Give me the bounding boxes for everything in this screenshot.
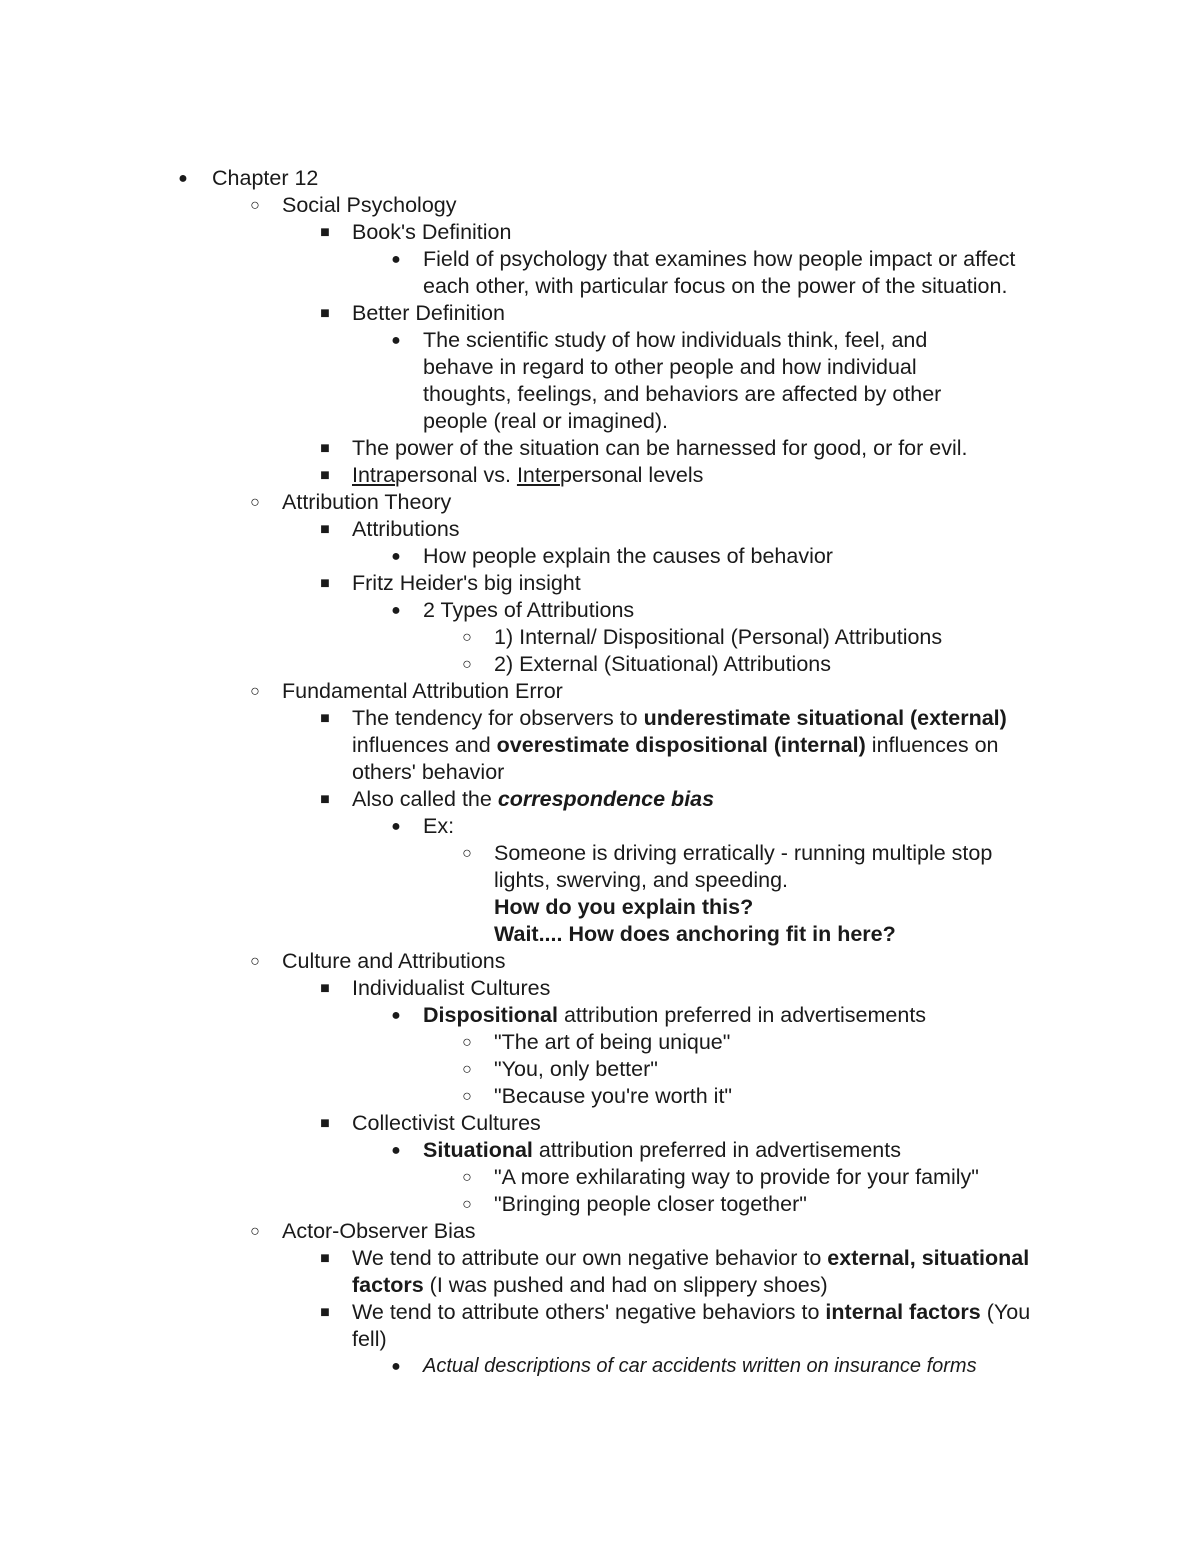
square-bullet-icon: ■ bbox=[320, 224, 330, 241]
outline-item-personal-levels: ■ Intrapersonal vs. Interpersonal levels bbox=[0, 462, 1200, 489]
outline-item-driving-example: ○ Someone is driving erratically - running multiple stop lights, swerving, and speeding. How do you explain this? Wait.... How does anchoring fit in here? bbox=[0, 840, 1200, 948]
filled-circle-bullet-icon: ● bbox=[178, 170, 188, 187]
outline-item-slogan: ○ "You, only better" bbox=[0, 1056, 1200, 1083]
square-bullet-icon: ■ bbox=[320, 710, 330, 727]
outline-item-correspondence-bias: ■ Also called the correspondence bias bbox=[0, 786, 1200, 813]
hollow-circle-bullet-icon: ○ bbox=[462, 629, 472, 646]
outline-item-books-definition: ■ Book's Definition bbox=[0, 219, 1200, 246]
outline-item-chapter: ● Chapter 12 bbox=[0, 165, 1200, 192]
filled-circle-bullet-icon: ● bbox=[391, 818, 401, 835]
outline-item-others-behavior: ■ We tend to attribute others' negative behaviors to internal factors (You fell) bbox=[0, 1299, 1200, 1353]
outline-item-social-psychology: ○ Social Psychology bbox=[0, 192, 1200, 219]
outline-item-actor-observer-bias: ○ Actor-Observer Bias bbox=[0, 1218, 1200, 1245]
notes-document bbox=[0, 165, 1200, 1380]
outline-item-books-definition-text: ● Field of psychology that examines how people impact or affect each other, with particular focus on the power of the situation. bbox=[0, 246, 1200, 300]
outline-item-slogan: ○ "The art of being unique" bbox=[0, 1029, 1200, 1056]
square-bullet-icon: ■ bbox=[320, 521, 330, 538]
hollow-circle-bullet-icon: ○ bbox=[250, 1223, 260, 1240]
square-bullet-icon: ■ bbox=[320, 1115, 330, 1132]
outline-item-own-behavior: ■ We tend to attribute our own negative behavior to external, situational factors (I was pushed and had on slippery shoes) bbox=[0, 1245, 1200, 1299]
filled-circle-bullet-icon: ● bbox=[391, 1007, 401, 1024]
outline-item-slogan: ○ "Bringing people closer together" bbox=[0, 1191, 1200, 1218]
outline-item-heider-insight: ■ Fritz Heider's big insight bbox=[0, 570, 1200, 597]
outline-item-car-accidents: ● Actual descriptions of car accidents written on insurance forms bbox=[0, 1353, 1200, 1380]
outline-item-better-definition: ■ Better Definition bbox=[0, 300, 1200, 327]
hollow-circle-bullet-icon: ○ bbox=[462, 845, 472, 862]
outline-item-dispositional-ads: ● Dispositional attribution preferred in advertisements bbox=[0, 1002, 1200, 1029]
outline-item-example-label: ● Ex: bbox=[0, 813, 1200, 840]
hollow-circle-bullet-icon: ○ bbox=[250, 494, 260, 511]
hollow-circle-bullet-icon: ○ bbox=[462, 656, 472, 673]
outline-item-attribution-theory: ○ Attribution Theory bbox=[0, 489, 1200, 516]
outline-item-attributions: ■ Attributions bbox=[0, 516, 1200, 543]
outline-item-types-of-attributions: ● 2 Types of Attributions bbox=[0, 597, 1200, 624]
filled-circle-bullet-icon: ● bbox=[391, 332, 401, 349]
outline-item-slogan: ○ "Because you're worth it" bbox=[0, 1083, 1200, 1110]
square-bullet-icon: ■ bbox=[320, 791, 330, 808]
outline-item-better-definition-text: ● The scientific study of how individuals think, feel, and behave in regard to other people and how individual thoughts, feelings, and behaviors are affected by other people (real or imagined). bbox=[0, 327, 1200, 435]
hollow-circle-bullet-icon: ○ bbox=[250, 683, 260, 700]
outline-item-fundamental-attribution-error: ○ Fundamental Attribution Error bbox=[0, 678, 1200, 705]
outline-item-type-internal: ○ 1) Internal/ Dispositional (Personal) Attributions bbox=[0, 624, 1200, 651]
hollow-circle-bullet-icon: ○ bbox=[462, 1196, 472, 1213]
outline-item-culture-and-attributions: ○ Culture and Attributions bbox=[0, 948, 1200, 975]
filled-circle-bullet-icon: ● bbox=[391, 602, 401, 619]
square-bullet-icon: ■ bbox=[320, 575, 330, 592]
hollow-circle-bullet-icon: ○ bbox=[462, 1034, 472, 1051]
filled-circle-bullet-icon: ● bbox=[391, 1142, 401, 1159]
square-bullet-icon: ■ bbox=[320, 467, 330, 484]
outline-item-slogan: ○ "A more exhilarating way to provide for your family" bbox=[0, 1164, 1200, 1191]
outline-item-individualist-cultures: ■ Individualist Cultures bbox=[0, 975, 1200, 1002]
filled-circle-bullet-icon: ● bbox=[391, 548, 401, 565]
hollow-circle-bullet-icon: ○ bbox=[462, 1169, 472, 1186]
square-bullet-icon: ■ bbox=[320, 1304, 330, 1321]
square-bullet-icon: ■ bbox=[320, 440, 330, 457]
hollow-circle-bullet-icon: ○ bbox=[250, 197, 260, 214]
square-bullet-icon: ■ bbox=[320, 980, 330, 997]
square-bullet-icon: ■ bbox=[320, 305, 330, 322]
outline-item-power-of-situation: ■ The power of the situation can be harnessed for good, or for evil. bbox=[0, 435, 1200, 462]
hollow-circle-bullet-icon: ○ bbox=[462, 1088, 472, 1105]
hollow-circle-bullet-icon: ○ bbox=[250, 953, 260, 970]
outline-item-situational-ads: ● Situational attribution preferred in advertisements bbox=[0, 1137, 1200, 1164]
outline-item-attributions-def: ● How people explain the causes of behavior bbox=[0, 543, 1200, 570]
square-bullet-icon: ■ bbox=[320, 1250, 330, 1267]
outline-item-type-external: ○ 2) External (Situational) Attributions bbox=[0, 651, 1200, 678]
filled-circle-bullet-icon: ● bbox=[391, 1358, 401, 1375]
outline-item-collectivist-cultures: ■ Collectivist Cultures bbox=[0, 1110, 1200, 1137]
filled-circle-bullet-icon: ● bbox=[391, 251, 401, 268]
hollow-circle-bullet-icon: ○ bbox=[462, 1061, 472, 1078]
outline-item-fae-definition: ■ The tendency for observers to underestimate situational (external) influences and overestimate dispositional (internal) influences on others' behavior bbox=[0, 705, 1200, 786]
